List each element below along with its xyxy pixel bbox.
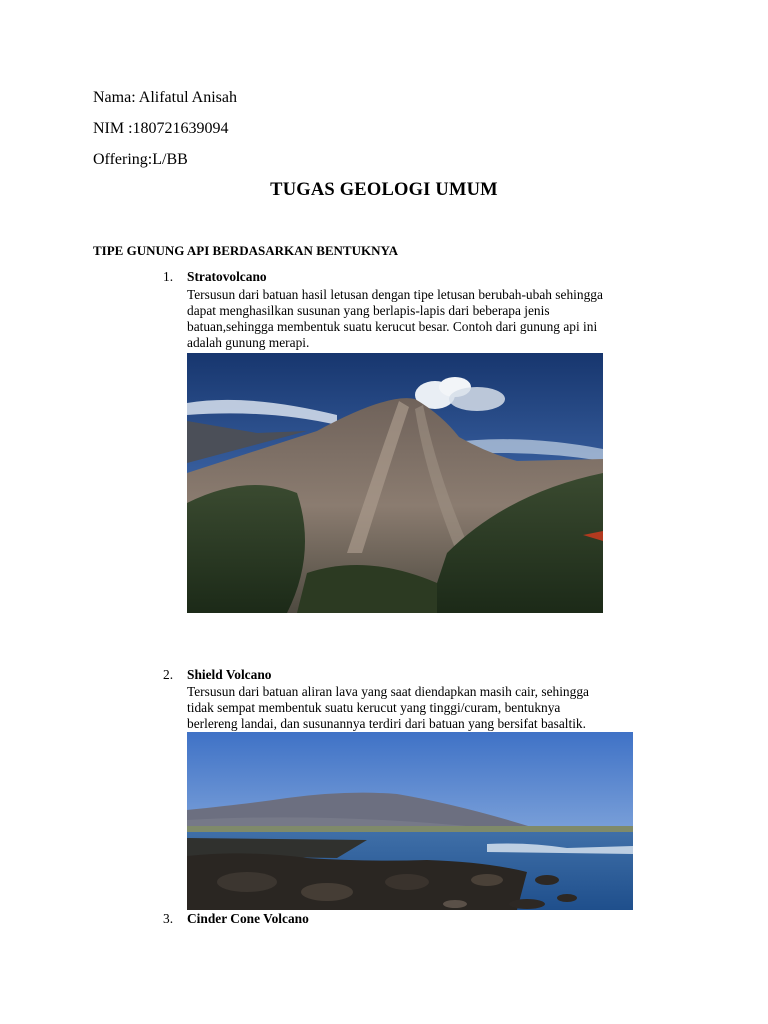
paragraph-line: Tersusun dari batuan hasil letusan dengan tipe letusan berubah-ubah sehingga — [187, 287, 603, 302]
paragraph-line: dapat menghasilkan susunan yang berlapis-lapis dari beberapa jenis — [187, 303, 550, 318]
offering: Offering:L/BB — [93, 151, 188, 168]
item-title-cinder-cone-volcano: Cinder Cone Volcano — [187, 911, 309, 926]
stratovolcano-photo — [187, 353, 603, 613]
paragraph-line: adalah gunung merapi. — [187, 335, 310, 350]
item-title-stratovolcano: Stratovolcano — [187, 269, 267, 284]
item-description-stratovolcano — [187, 287, 657, 351]
paragraph-line: batuan,sehingga membentuk suatu kerucut besar. Contoh dari gunung api ini — [187, 319, 598, 334]
section-heading: TIPE GUNUNG API BERDASARKAN BENTUKNYA — [93, 243, 399, 258]
student-nim: NIM :180721639094 — [93, 120, 229, 137]
item-number-2: 2. — [163, 667, 174, 682]
paragraph-line: berlereng landai, dan susunannya terdiri dari batuan yang bersifat basaltik. — [187, 716, 586, 731]
item-description-shield-volcano — [187, 684, 657, 732]
paragraph-line: Tersusun dari batuan aliran lava yang saat diendapkan masih cair, sehingga — [187, 684, 589, 699]
shield-volcano-photo — [187, 732, 633, 910]
item-number-3: 3. — [163, 911, 174, 926]
item-number-1: 1. — [163, 269, 174, 284]
paragraph-line: tidak sempat membentuk suatu kerucut yang tinggi/curam, bentuknya — [187, 700, 561, 715]
document-title: TUGAS GEOLOGI UMUM — [270, 180, 498, 200]
student-name: Nama: Alifatul Anisah — [93, 89, 237, 106]
item-title-shield-volcano: Shield Volcano — [187, 667, 272, 682]
